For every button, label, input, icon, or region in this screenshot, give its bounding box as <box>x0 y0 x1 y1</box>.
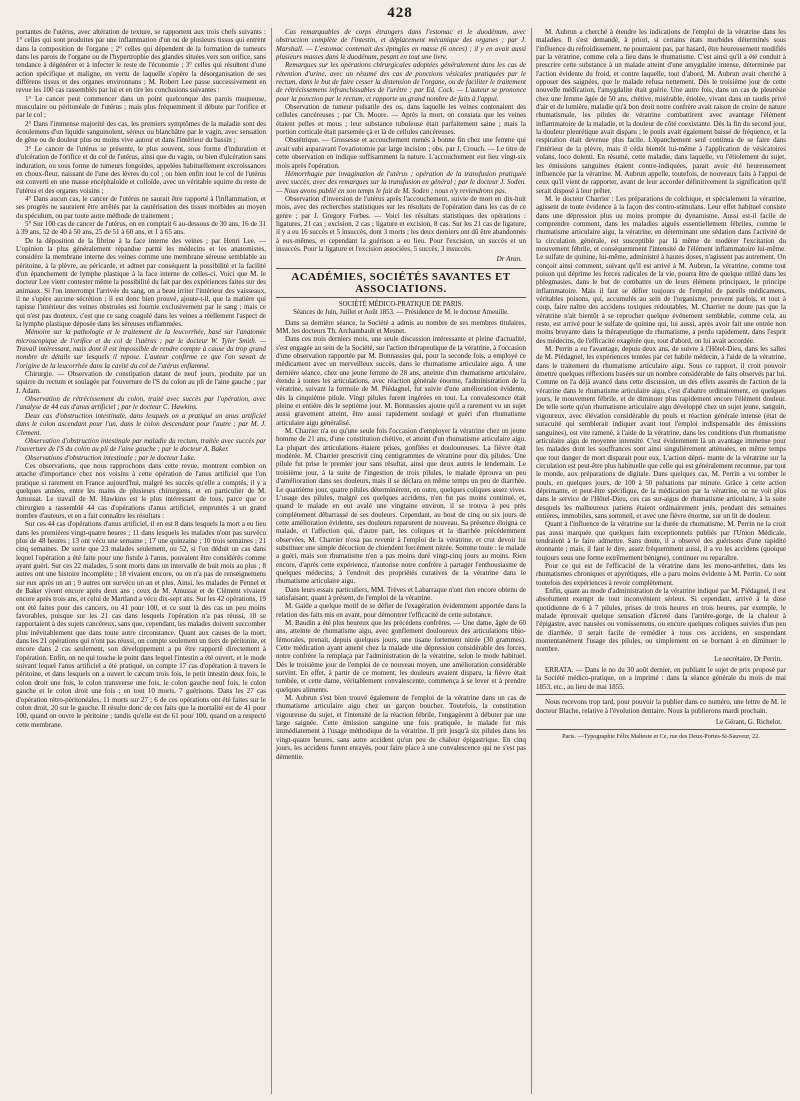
paragraph: Dans ces trois derniers mois, une seule discussion intéressante et pleine d'actualité, s'est engagée au sein de la Société, sur l'action thérapeutique de la vératrine, à l'occasion d'une observation rapportée par M. Bonnassies qui, pour la seconde fois, a employé ce médicament avec un merveilleux succès, dans le rhumatisme articulaire aigu. À une dernière séance, chez une jeune femme de 28 ans, atteinte d'un rhumatisme articulaire, étendu à toutes les articulations, avec réaction générale énorme, l'administration de la vératrine, suivant la formule de M. Piédagnel, fut suivie d'une amélioration évidente, dès la cinquième pilule. Vingt pilules furent ingérées en tout. La convalescence était pleine et entière dès le septième jour. M. Bonnassies ajoute qu'il a rarement vu un sujet aussi gravement atteint, être aussi rapidement soulagé et guéri d'un rhumatisme articulaire aigu généralisé. <box>276 335 526 427</box>
section-title: ACADÉMIES, SOCIÉTÉS SAVANTES ET ASSOCIATIONS. <box>276 268 526 298</box>
page-number: 428 <box>387 5 413 21</box>
paragraph: Sur ces 44 cas d'opérations d'anus artificiel, il en est 8 dans lesquels la mort a eu lieu dans les premières vingt-quatre heures ; 11 dans lesquels les malades n'ont pas survécu plus de 48 heures ; 13 ont vécu une semaine ; 17 une quinzaine ; 10 trois semaines ; 21 cinq semaines. De sorte que 23 malades seulement, ou 52, si l'on déduit un cas dans lequel l'opération a été faite pour une fistule à l'anus, pouvaient être considérés comme ayant guéri. Sur ces 22 malades, 5 sont morts dans un intervalle de huit mois au plus ; 8 autres ont une histoire incomplète ; 18 vivaient encore, ou on n'a pas de renseignemens sur eux après un an ; 9 autres ont survécu un an et plus. Ainsi, les malades de Pennel et de Baker vivent encore après deux ans ; ceux de M. Amussat et de Clément vivaient encore après trois ans, et celui de Martland a vécu dix-sept ans. Sur les 42 opérations, 19 ont été faites pour des cancers, ou 41 pour 100, et ce sont là des cas un peu moins favorables, puisque sur les 21 cas dans lesquels l'opération n'a pas réussi, 10 se rapportaient à des sujets cancéreux, sans que, cependant, les malades doivent succomber plus inévitablement que dans toute autre circonstance. Quant aux causes de la mort, dans les 21 opérations qui n'ont pas réussi, on compte seulement un tiers de péritonite, et encore dans 2 cas seulement, son développement a pu être rapporté directement à l'opération. Enfin, on ne qui touche le point dans lequel l'intestin a été ouvert, et le mode suivant lequel l'anus artificiel a été pratiqué, on compte 17 cas d'opération à travers le péritoine, et dans lesquels on a ouvert le cæcum trois fois, le petit intestin deux fois, le colon droit une fois, le colon transverse une fois, le colon gauche neuf fois, le colon gauche et le colon droit une fois ; en tout 10 morts, 7 guérisons. Dans les 27 cas d'opération rétro-péritonéales, 11 morts sur 27 ; 6 de ces opérations ont été faites sur le colon droit, 20 sur le gauche. Il résulte donc de ces faits que la mortalité est de 41 pour 100, quand on ouvre le péritoine ; tandis qu'elle est de 61 pour 100, quand on a respecté cette membrane. <box>16 520 266 729</box>
paragraph: M. Aubrun s'est bien trouvé également de l'emploi de la vératrine dans un cas de rhumatisme articulaire aigu chez un garçon boucher. Toutefois, la constitution vigoureuse du sujet, et l'intensité de la réaction fébrile, l'engagèrent à débuter par une large saignée. Cette émission sanguine une fois pratiquée, le malade fut mis immédiatement à l'usage méthodique de la vératrine. Il prit jusqu'à six pilules dans les vingt-quatre heures, sans autre accident qu'un peu de chaleur épigastrique. En cinq jours, les accidens furent enrayés, pour faire place à une convalescence qui ne s'est pas démentie. <box>276 694 526 761</box>
errata: ERRATA. — Dans le no du 30 août dernier, en publiant le sujet de prix proposé par la Société médico-pratique, on a imprimé : dans la séance générale du mois de mai 1853, etc., au lieu de mai 1855. <box>536 666 786 691</box>
paragraph: 5° Sur 100 cas de cancer de l'utérus, on en comptait 6 au-dessous de 30 ans, 16 de 31 à 39 ans, 52 de 40 à 50 ans, 25 de 51 à 60 ans, et 1 à 65 ans. <box>16 219 266 237</box>
session-info: Séances de Juin, Juillet et Août 1853. — Présidence de M. le docteur Ameuille. <box>293 308 509 316</box>
paragraph: Remarques sur les opérations chirurgicales adoptées généralement dans les cas de rétention d'urine, avec un résumé des cas de ponctions vésicales pratiquées par le rectum, dans le but de faire cesser la distension de l'organe, ou de faciliter le traitement de rétrécissemens infranchissables de l'urètre ; par Ed. Cock. — L'auteur se prononce pour la ponction par le rectum, et rapporte un grand nombre de faits à l'appui. <box>276 61 526 103</box>
paragraph: M. le docteur Charrier : Les préparations de colchique, et spécialement la vératrine, agissent de toute évidence à la façon des contro-stimulans. Leur effet habituel consiste dans une dépression plus ou moins prompte du dynamisme. Aussi est-il facile de comprendre comment, dans les maladies aiguës essentiellement fébriles, comme le rhumatisme articulaire aigu, la vératrine, en déterminant une sédation dans l'activité de la circulation générale, est susceptible par là même de modérer l'excitation du mouvement fébrile, et conséquemment l'intensité de l'élément inflammatoire lui-même. Le sulfate de quinine, lui-même, administré à hautes doses, n'agissent pas autrement. On conçoit ainsi comment, suivant qu'il est arrivé à M. Aubrun, la vératrine, comme tout poison qui déprime les forces radicales de la vie, pourra être de quelque utilité dans les phlegmasies, dans le but de combattre un de leurs élémens principaux, le principe inflammatoire. Mais il faut se défier toujours de l'emploi de pareils médicamens, véritables poisons, qui, accumulés au sein de l'organisme, peuvent parfois, et tout à coup, faire naître des accidens toxiques redoutables. M. Charrier ne doute pas que la vératrine n'ait bientôt à se reprocher quelque événement semblable, comme cela, au reste, est arrivé pour le sulfate de quinine qui, lui aussi, après avoir fait une entrée non moins bruyante dans la thérapeutique du rhumatisme, a perdu rapidement, dans l'esprit des médecins, de l'efficacité exagérée que, tout d'abord, on lui avait accordée. <box>536 194 786 345</box>
column-divider <box>271 28 272 1094</box>
paragraph: Quant à l'influence de la vératrine sur la durée du rhumatisme, M. Perrin ne la croit pas aussi marquée que quelques faits exceptionnels publiés par l'Union Médicale, tendraient à le faire admettre. Sans doute, il a observé des guérisons d'une rapidité étonnante ; mais, il faut le dire, assez fréquemment aussi, il a vu les accidens (quoique toujours sous une forme extrêmement bénigne), continuer ou reparaître. <box>536 520 786 562</box>
paragraph: portantes de l'utérus, avec altération de texture, se rapportent aux trois chefs suivants : 1° celles qui sont produites par une inflammation d'un ou de plusieurs tissus qui entrent dans la composition de l'organe ; 2° celles qui dépendent de la formation de tumeurs dans les parois de l'organe ou de l'hypertrophie des glandes situées vers son orifice, sans tendance à dégénérer et à infecter le reste de l'économie ; 3° celles qui résultent d'une action spécifique et maligne, en vertu de laquelle s'opère la désorganisation de ses différens tissus et des organes environnans ; M. Robert Lee passe successivement en revue les 100 cas rassemblés par lui et en tire les conclusions suivantes : <box>16 28 266 95</box>
paragraph: 3° Le cancer de l'utérus se présente, le plus souvent, sous forme d'induration et d'ulcération de l'orifice et du col de l'utérus, ainsi que du vagin, ou bien d'ulcération sans induration, ou sous forme de tumeurs fongoïdes, appelées habituellement excroissances en choux-fleur, naissant de l'une des lèvres du col ; ou bien enfin tout le col de l'utérus est converti en une masse encéphaloïde et colloïde, avec un véritable squirre du reste de l'utérus et des organes voisins ; <box>16 144 266 195</box>
paragraph: Pour ce qui est de l'efficacité de la vératrine dans les mono-arthrites, dans les rhumatismes chroniques et apyrétiques, elle a paru moins évidente à M. Perrin. Ce sont toutefois des expériences à revoir complètement. <box>536 562 786 587</box>
paragraph: M. Charrier n'a eu qu'une seule fois l'occasion d'employer la vératrine chez un jeune homme de 21 ans, d'une constitution chétive, et atteint d'un rhumatisme articulaire aigu. La plupart des articulations étaient prises, gonflées et douloureuses. La fièvre était modérée. M. Charrier prescrivit cinq centigrammes de vératrine pour dix pilules. Une pilule fut prise le premier jour sans résultat, ainsi que deux autres le lendemain. Le troisième jour, à la suite de l'ingestion de trois pilules, le malade éprouva un peu d'amélioration dans ses douleurs, mais il se déclara en même temps un peu de diarrhée. Le quatrième jour, quatre pilules déterminèrent, en outre, quelques coliques assez vives. L'usage des pilules, malgré ces quelques accidens, n'en fut pas moins continué, et, quand le malade en eut avalé une vingtaine environ, il se trouva à peu près complètement débarrassé de ses douleurs. Cependant, au bout de cinq ou six jours de cette amélioration évidente, ses douleurs reparurent de nouveau. Sa présence éloigna ce malade, et l'affection qui, d'autre part, les coliques et la diarrhée précédemment observées, M. Charrier n'osa pas revenir à l'emploi de la vératrine, et crut devoir lui substituer une simple décoction de chiendent forcément nitrée. Somme toute : le malade a guéri, mais son rhumatisme n'en a pas moins duré vingt-cinq jours au moins. Rien encore, d'après cette expérience, n'autorise notre confrère à partager l'enthousiasme de quelques médecins, à l'endroit des propriétés curatives de la vératrine dans le rhumatisme articulaire aigu. <box>276 427 526 586</box>
divider <box>536 729 786 730</box>
paragraph: 4° Dans aucun cas, le cancer de l'utérus ne saurait être rapporté à l'inflammation, et ses progrès ne sauraient être arrêtés par la cautérisation des tissus morbides au moyen du spéculum, ou par toute autre méthode de traitement ; <box>16 194 266 220</box>
paragraph: Mémoire sur la pathologie et le traitement de la leucorrhée, basé sur l'anatomie microscopique de l'orifice et du col de l'utérus ; par le docteur W. Tyler Smith. — Travail intéressant, mais dont il est impossible de rendre compte à cause du trop grand nombre de détails sur lesquels il repose. L'auteur confirme ce que l'on savait de l'origine de la leucorrhée dans la cavité du col de l'utérus enflammé. <box>16 328 266 370</box>
paragraph: Observation d'inversion de l'utérus après l'accouchement, suivie de mort en dix-huit mois, avec des recherches statistiques sur les résultats de l'opération dans les cas de ce genre ; par J. Gregory Forbes. — Voici les résultats statistiques des opérations : ligatures, 21 cas ; excision, 2 cas ; ligature et excision, 8 cas. Sur les 21 cas de ligature, il y a eu 16 succès et 5 insuccès, dont 3 morts ; les deux derniers ont dû être abandonnés à eux-mêmes, et cependant la guérison a eu lieu. Pour l'excision, un succès et un insuccès. Pour la ligature et l'excision associées, 5 succès, 3 insuccès. <box>276 194 526 253</box>
paragraph: Dans leurs essais particuliers, MM. Trèves et Labarraque n'ont rien encore obtenu de satisfaisant, quant à présent, de l'emploi de la vératrine. <box>276 585 526 602</box>
paragraph: Cas remarquables de corps étrangers dans l'estomac et le duodénum, avec obstruction complète de l'intestin, et déplacement mécanique des organes ; par J. Marshall. — L'estomac contenait des épingles en masse (6 onces) ; il y en avait aussi plusieurs masses dans le duodénum, pesant en tout une livre. <box>276 28 526 62</box>
paragraph: 1° Le cancer peut commencer dans un point quelconque des parois muqueuse, musculaire ou péritonéale de l'utérus ; mais plus fréquemment il débute par l'orifice et par le col ; <box>16 94 266 120</box>
paragraph: Observations d'obstruction intestinale ; par le docteur Luke. <box>25 453 196 462</box>
paragraph: Dans sa dernière séance, la Société a admis au nombre de ses membres titulaires, MM. les docteurs Th. Archambault et Mesnet. <box>276 318 526 335</box>
paragraph: M. Baudin a été plus heureux que les précédens confrères. — Une dame, âgée de 60 ans, atteinte de rhumatisme aigu, avec gonflement douloureux des articulations tibio-fémorales, prenait, depuis quelques jours, une tisane fortement nitrée (30 grammes). Cette médication ayant amené chez la malade une dépression considérable des forces, notre confrère la remplaça par l'administration de la vératrine, selon le mode habituel. Dès le troisième jour de l'emploi de ce nouveau moyen, une amélioration considérable survint. En effet, à partir de ce moment, les douleurs avaient disparu, la fièvre était tombée, et cette dame, véritablement convalescente, commença à se lever et à prendre quelques aliments. <box>276 619 526 694</box>
paragraph: M. Aubrun a cherché à étendre les indications de l'emploi de la vératrine dans les maladies. Il s'est demandé, à priori, si certains états morbides déterminés sous l'influence du refroidissement, ne pourraient pas, par hasard, être heureusement modifiés par la vératrine, comme cela a lieu dans le rhumatisme. C'est ainsi qu'il a été conduit à prescrire cette substance à un malade atteint d'une amygdalite intense, déterminée par l'action évidente du froid, et contre laquelle, tout d'abord, M. Aubrun avait cherché à opposer des saignées, que le malade refusa nettement. Dès le troisième jour de cette nouvelle médication, l'amygdalite était guérie. Une autre fois, dans un cas de pleurésie chez une femme âgée de 50 ans, chétive, misérable, étiolée, vivant dans un taudis privé d'air et de lumière, maladie qu'à bon droit notre confrère avait raison de croire de nature rhumatismale, les pilules de vératrine combattirent avec avantage l'élément inflammatoire de la maladie, et la douleur de côté coexistante. Dès la fin du second jour, la douleur pleurétique avait disparu ; le pouls avait également baissé de fréquence, et la respiration était devenue plus facile. L'épanchement seul continua de se faire dans l'intérieur de la plèvre, mais il céda bientôt lui-même à l'application de vésicatoires volans, loco dolenti. En résumé, cette maladie, dans laquelle, vu l'étiolement du sujet, les émissions sanguines étaient contre-indiquées, parait avoir été heureusement influencée par la vératrine. M. Aubrun appelle, toutefois, de nouveaux faits à l'appui de ceux qu'il vient de rapporter, avant de leur accorder définitivement la signification qu'il serait disposé à leur prêter. <box>536 28 786 195</box>
paragraph: Observation de tumeur pulsatile des os, dans laquelle les veines contenaient des cellules cancéreuses ; par Ch. Moore. — Après la mort, on constata que les veines étaient pelles et mous ; leur substance tubuleuse était parfaitement saine ; mais la portion corticale était parsemée çà et là de cellules cancéreuses. <box>276 103 526 137</box>
paragraph: 2° Dans l'immense majorité des cas, les premiers symptômes de la maladie sont des écoulemens d'un liquide sanguinolent, séreux ou blanchâtre par le vagin, avec sensation de gêne ou de douleur plus ou moins vive autour et dans l'intérieur du bassin ; <box>16 119 266 145</box>
closing-note: Nous recevons trop tard, pour pouvoir la publier dans ce numéro, une lettre de M. le docteur Blache, relative à l'évolution dentaire. Nous la publierons mardi prochain. <box>536 698 786 715</box>
paragraph: Deux cas d'obstruction intestinale, dans lesquels on a pratiqué un anus artificiel dans le colon ascendant pour l'un, dans le colon descendant pour l'autre ; par M. J. Clement. <box>16 411 266 437</box>
column-2 <box>276 28 526 1094</box>
secretary-signature: Le secrétaire, Dr Perrin. <box>714 654 782 663</box>
paragraph: Hémorrhagie par invagination de l'utérus ; opération de la transfusion pratiquée avec succès, avec des remarques sur la transfusion en général ; par le docteur J. Soden. — Nous avons publié en son temps le fait de M. Soden ; nous n'y reviendrons pas. <box>276 169 526 195</box>
paragraph: De la déposition de la fibrine à la face interne des veines ; par Henri Lee. — L'opinion la plus généralement répandue parmi les médecins et les anatomistes, considère la membrane interne des veines comme une membrane séreuse semblable au péritoine, à la plèvre, au péricarde, et admet par conséquent la possibilité et la facilité d'un épanchement de lymphe plastique à la face interne de celles-ci. Voici que M. le docteur Lee vient contester même la possibilité du fait par des expériences faites sur des animaux. Si l'on interrompt l'arrivée du sang, on a beau irriter l'intérieur des vaisseaux, il ne s'opère aucune sécrétion ; il est donc bien prouvé, ajoute-t-il, que la matière qui tapisse l'intérieur des veines obstruées est fournie exclusivement par le sang ; mais ce qui n'est pas douteux, c'est que ce sang coagulé dans les veines a réellement l'aspect de la lymphe plastique déposée dans les séreuses enflammées. <box>16 236 266 329</box>
paragraph: Ces observations, que nous rapprochons dans cette revue, montrent combien on attache d'importance chez nos voisins à cette opération de l'anus artificiel que l'on pratique si rarement en France aujourd'hui, malgré les succès qu'elle a comptés, il y a quelques années, entre les mains de plusieurs chirurgiens, et en particulier de M. Amussat. Le travail de M. Hawkins est le plus intéressant de tous, parce que ce chirurgien a rassemblé 44 cas d'opérations d'anus artificiel, empruntés à un grand nombre d'auteurs, et en a fait connaître les résultats : <box>16 461 266 520</box>
divider <box>536 694 786 695</box>
paragraph: Observation d'obstruction intestinale par maladie du rectum, traitée avec succès par l'ouverture de l'S du colon au pli de l'aine gauche ; par le docteur A. Baker. <box>16 436 266 454</box>
column-1 <box>16 28 266 1094</box>
paragraph: M. Perrin a eu l'avantage, depuis deux ans, de suivre à l'Hôtel-Dieu, dans les salles de M. Piédagnel, les expériences tentées par cet habile médecin, à l'aide de la vératrine, dans le traitement du rhumatisme articulaire aigu. Sous ce rapport, il croit pouvoir émettre quelques réflexions basées sur un nombre considérable de faits observés par lui. Comme on l'a déjà avancé dans cette discussion, un des effets assurés de l'action de la vératrine dans le rhumatisme articulaire aigu, c'est d'abattre ordinairement, en quelques jours, le mouvement fébrile, et de diminuer plus rapidement encore l'élément douleur. De telle sorte qu'un rhumatisme articulaire aigu développé chez un sujet jeune, sanguin, vigoureux, avec élévation considérable du pouls et réaction générale intense (état de suracuité qui semblerait indiquer avant tout l'emploi indispensable des émissions sanguines), est vite ramené, à l'aide de la vératrine, dans les conditions d'un rhumatisme articulaire aigu de moyenne intensité. C'est évidemment là un avantage immense pour les malades dont les souffrances sont ainsi singulièrement atténuées, en même temps que tout danger de mort disparait pour eux. L'action dépri- mante de la vératrine sur la circulation est peut-être plus habituelle que celle qui est généralement reconnue, par tout le monde, aux préparations de digitale. Dans quelques cas, M. Perrin a vu tomber le pouls, en quelques jours, de 100 à 50 pulsations par minute. Grâce à cette action déprimante, et peut-être spécifique, de la médication par la vératrine, on ne voit plus dans le service de l'Hôtel-Dieu, ces cas sur-aigus de rhumatisme articulaire, à la suite desquels les malheureux patiens étaient ordinairement jetés, pendant des semaines entières, immobiles, sans sommeil, et avec une fièvre énorme, sur un lit de douleur. <box>536 345 786 520</box>
column-3 <box>536 28 786 1094</box>
author-signature: Dr Aran. <box>496 255 522 264</box>
printer-imprint: Paris. —Typographie Félix Malteste et Ce, rue des Deux-Portes-St-Sauveur, 22. <box>562 733 760 741</box>
paragraph: M. Gaide a quelque motif de se défier de l'exagération évidemment apportée dans la relation des faits mis en avant, pour démontrer l'efficacité de cette substance. <box>276 602 526 619</box>
paragraph: Chirurgie. — Observation de constipation datant de neuf jours, produite par un squirre du rectum et soulagée par l'ouverture de l'S du colon au pli de l'aine gauche ; par J. Adam. <box>16 370 266 395</box>
column-divider <box>531 28 532 1094</box>
paragraph: Obstétrique. — Grossesse et accouchement menés à bonne fin chez une femme qui avait subi auparavant l'ovariotomie par large incision ; obs. par J. Crouch. — Le titre de cette observation en indique suffisamment la nature. L'accouchement eut lieu vingt-six mois après l'opération. <box>276 136 526 170</box>
gerant-signature: Le Gérant, G. Richelot. <box>715 717 782 726</box>
society-heading: SOCIÉTÉ MÉDICO-PRATIQUE DE PARIS. <box>338 300 464 308</box>
paragraph: Enfin, quant au mode d'administration de la vératrine indiqué par M. Piédagnel, il est absolument exempt de tout inconvénient sérieux. Si cependant, arrivé à la dose quotidienne de 6 à 7 pilules, prises de trois heures en trois heures, par exemple, le malade éprouvait quelque sensation d'âcreté dans l'arrière-gorge, de la chaleur à l'épigastre, avec nausées ou vomissemens, ou encore quelques coliques suivies d'un peu de diarrhée, il serait facile de remédier à tous ces accidens, en suspendant momentanément l'usage des pilules, ou simplement en se bornant à en diminuer le nombre. <box>536 587 786 654</box>
paragraph: Observation de rétrécissement du colon, traité avec succès par l'opération, avec l'analyse de 44 cas d'anus artificiel ; par le docteur C. Hawkins. <box>16 395 266 412</box>
